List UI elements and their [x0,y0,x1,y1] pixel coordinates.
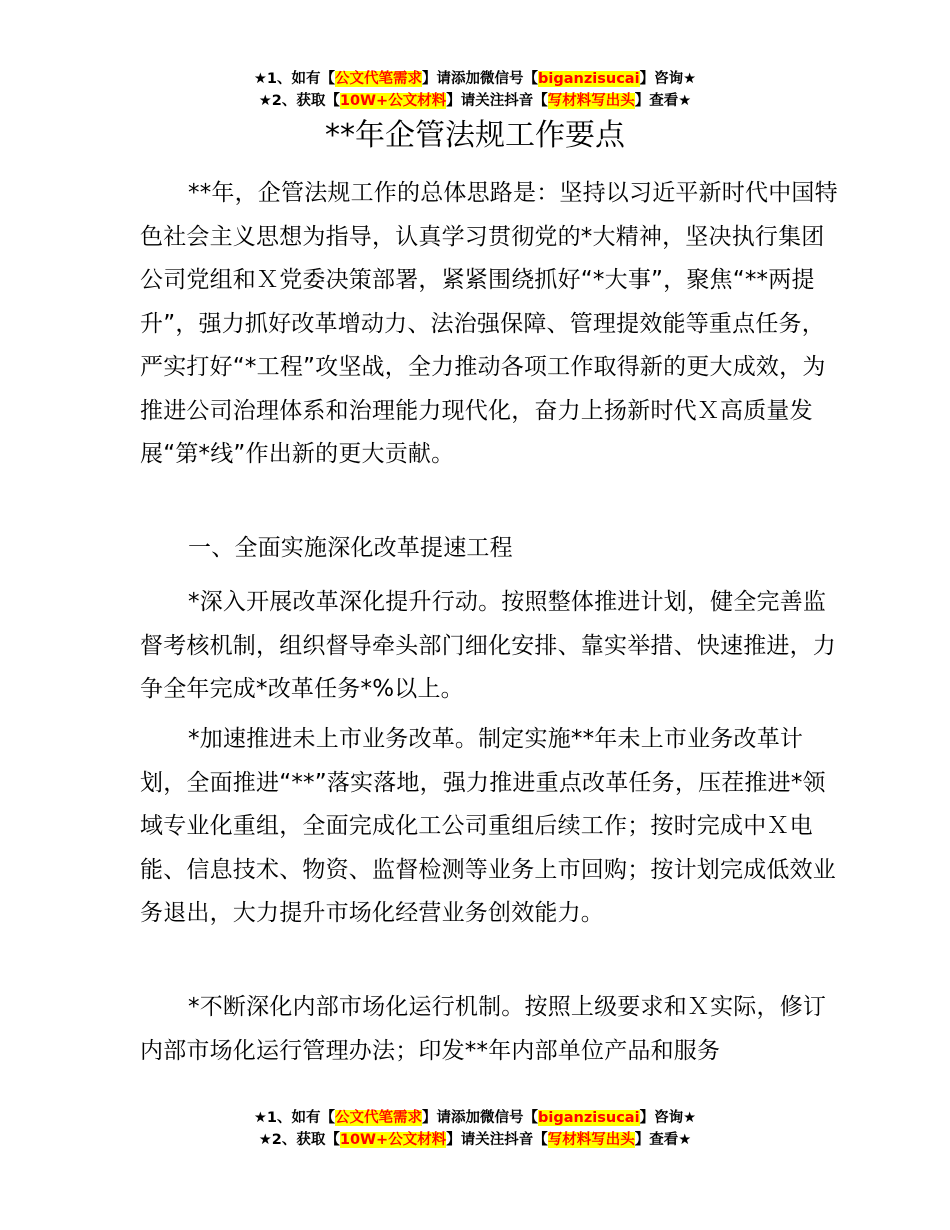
header-banner-line-2: ★2、获取【10W+公文材料】请关注抖音【写材料写出头】查看★ [258,93,692,109]
header-banner [0,68,950,112]
highlight-materials: 10W+公文材料 [339,93,447,109]
paragraph-item-2: *加速推进未上市业务改革。制定实施**年未上市业务改革计划，全面推进“**”落实落地，强力推进重点改革任务，压茬推进*领域专业化重组，全面完成化工公司重组后续工作；按时完成中Ｘ电能、信息技术、物资、监督检测等业务上市回购；按计划完成低效业务退出，大力提升市场化经营业务创效能力。 [140,726,836,926]
section-heading-1: 一、全面实施深化改革提速工程 [188,535,513,561]
footer-banner [0,1107,950,1151]
highlight-douyin: 写材料写出头 [547,93,635,109]
paragraph-item-3: *不断深化内部市场化运行机制。按照上级要求和Ｘ实际，修订内部市场化运行管理办法；印发**年内部单位产品和服务 [140,994,827,1064]
paragraph-item-1: *深入开展改革深化提升行动。按照整体推进计划，健全完善监督考核机制，组织督导牵头部门细化安排、靠实举措、快速推进，力争全年完成*改革任务*%以上。 [140,589,836,702]
highlight-ghostwriting: 公文代笔需求 [335,1110,423,1126]
footer-banner-line-2: ★2、获取【10W+公文材料】请关注抖音【写材料写出头】查看★ [258,1132,692,1148]
highlight-wechat-id: biganzisucai [538,1110,640,1126]
header-banner-line-1: ★1、如有【公文代笔需求】请添加微信号【biganzisucai】咨询★ [253,71,697,87]
highlight-materials: 10W+公文材料 [339,1132,447,1148]
document-title: **年企管法规工作要点 [325,118,625,153]
highlight-ghostwriting: 公文代笔需求 [335,71,423,87]
footer-banner-line-1: ★1、如有【公文代笔需求】请添加微信号【biganzisucai】咨询★ [253,1110,697,1126]
paragraph-overview: **年，企管法规工作的总体思路是：坚持以习近平新时代中国特色社会主义思想为指导，认真学习贯彻党的*大精神，坚决执行集团公司党组和Ｘ党委决策部署，紧紧围绕抓好“*大事”，聚焦“**两提升”，强力抓好改革增动力、法治强保障、管理提效能等重点任务，严实打好“*工程”攻坚战，全力推动各项工作取得新的更大成效，为推进公司治理体系和治理能力现代化，奋力上扬新时代Ｘ高质量发展“第*线”作出新的更大贡献。 [140,180,838,467]
highlight-wechat-id: biganzisucai [538,71,640,87]
highlight-douyin: 写材料写出头 [547,1132,635,1148]
